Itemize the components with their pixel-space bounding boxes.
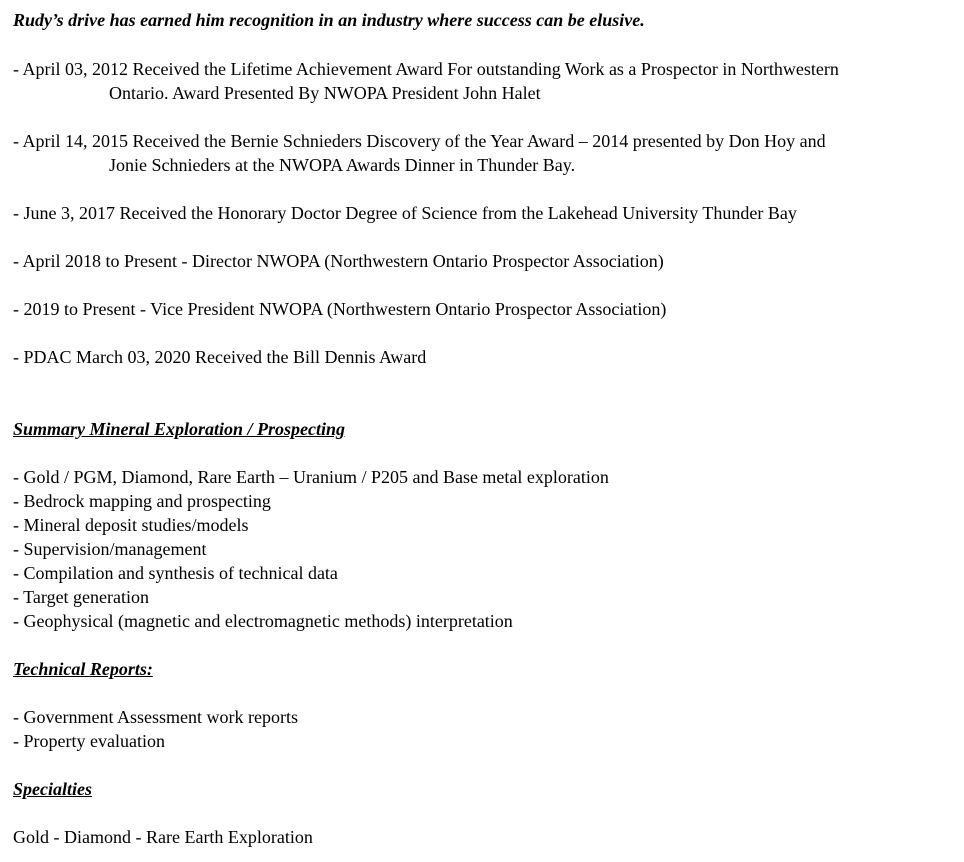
technical-reports-heading: Technical Reports: bbox=[13, 659, 153, 679]
technical-item: - Government Assessment work reports bbox=[13, 707, 298, 727]
achievement-1-line-1: - April 03, 2012 Received the Lifetime Achievement Award For outstanding Work as a Prospector in Northwestern bbox=[13, 59, 839, 79]
intro-text: Rudy’s drive has earned him recognition in an industry where success can be elusive. bbox=[13, 10, 645, 30]
achievement-3: - June 3, 2017 Received the Honorary Doctor Degree of Science from the Lakehead University Thunder Bay bbox=[13, 203, 797, 223]
summary-item: - Geophysical (magnetic and electromagnetic methods) interpretation bbox=[13, 611, 513, 631]
achievement-2-line-2: Jonie Schnieders at the NWOPA Awards Dinner in Thunder Bay. bbox=[109, 155, 576, 175]
summary-item: - Compilation and synthesis of technical data bbox=[13, 563, 338, 583]
summary-item: - Gold / PGM, Diamond, Rare Earth – Uranium / P205 and Base metal exploration bbox=[13, 467, 609, 487]
achievement-5: - 2019 to Present - Vice President NWOPA (Northwestern Ontario Prospector Association) bbox=[13, 299, 667, 319]
summary-item: - Mineral deposit studies/models bbox=[13, 515, 249, 535]
specialties-heading: Specialties bbox=[13, 779, 92, 799]
summary-item: - Supervision/management bbox=[13, 539, 207, 559]
specialties-text: Gold - Diamond - Rare Earth Exploration bbox=[13, 827, 313, 847]
achievement-1-line-2: Ontario. Award Presented By NWOPA President John Halet bbox=[109, 83, 541, 103]
achievement-2-line-1: - April 14, 2015 Received the Bernie Schnieders Discovery of the Year Award – 2014 presented by Don Hoy and bbox=[13, 131, 826, 151]
summary-item: - Target generation bbox=[13, 587, 150, 607]
summary-item: - Bedrock mapping and prospecting bbox=[13, 491, 271, 511]
technical-item: - Property evaluation bbox=[13, 731, 165, 751]
achievement-6: - PDAC March 03, 2020 Received the Bill Dennis Award bbox=[13, 347, 427, 367]
summary-heading: Summary Mineral Exploration / Prospecting bbox=[13, 419, 346, 439]
achievement-4: - April 2018 to Present - Director NWOPA (Northwestern Ontario Prospector Association) bbox=[13, 251, 664, 271]
